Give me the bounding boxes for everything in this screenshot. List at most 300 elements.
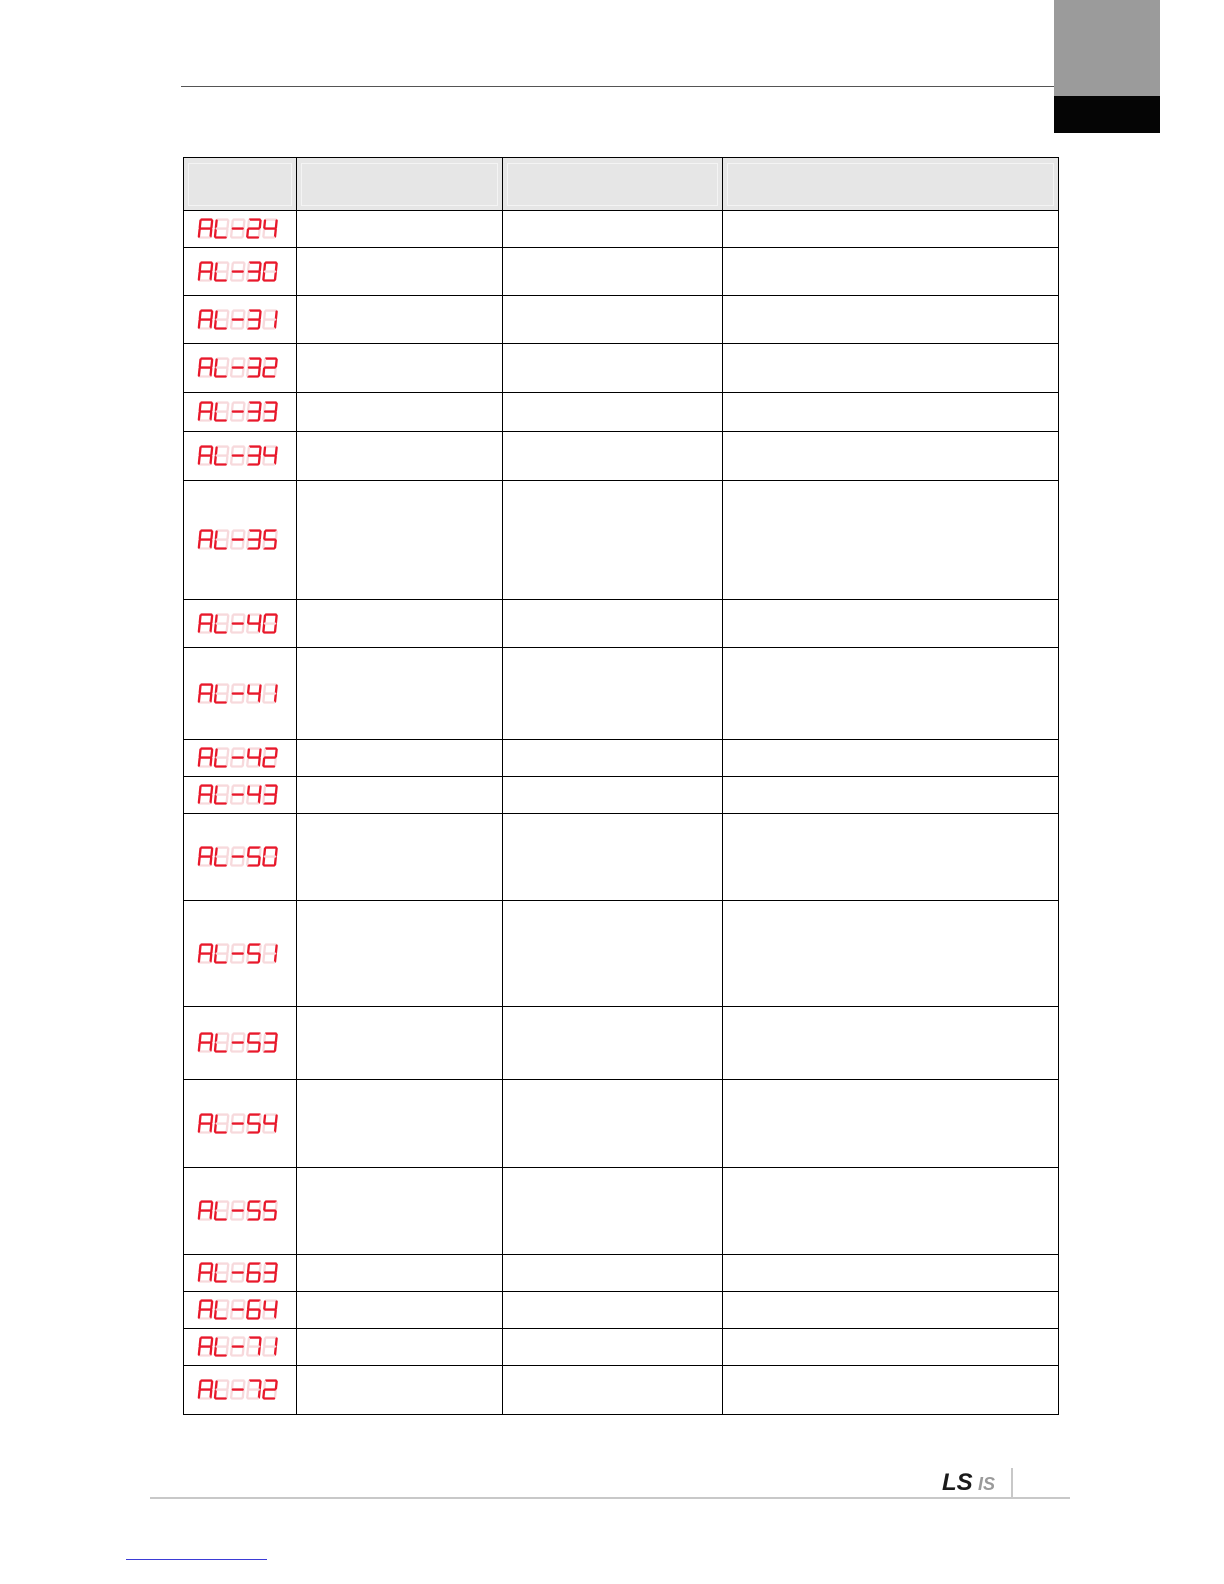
alarm-name-cell [297,600,503,648]
seven-segment-display [197,1376,283,1404]
segment-c [243,1043,244,1050]
segment-digit [231,220,244,238]
segment-c [259,540,260,547]
segment-digit [215,1301,228,1319]
segment-f [264,1202,265,1209]
table-row [184,248,1059,296]
segment-c [243,229,244,236]
alarm-remedy-cell [723,432,1059,481]
segment-e [231,412,232,419]
segment-e [263,368,264,375]
segment-digit [231,1034,244,1052]
alarm-cause-cell [503,211,723,248]
alarm-code-cell [184,1329,297,1366]
segment-b [244,263,245,270]
alarm-cause-cell [503,777,723,814]
segment-b [260,749,261,756]
table-row [184,344,1059,393]
segment-f [200,848,201,855]
segment-e [231,1390,232,1397]
segment-e [199,624,200,631]
segment-b [228,848,229,855]
alarm-name-cell [297,777,503,814]
segment-digit [199,944,212,962]
segment-c [211,1390,212,1397]
segment-f [264,1338,265,1345]
segment-c [243,1390,244,1397]
segment-b [244,359,245,366]
segment-e [199,320,200,327]
segment-e [247,1124,248,1131]
segment-e [231,1211,232,1218]
segment-f [232,749,233,756]
segment-c [259,624,260,631]
segment-b [276,1264,277,1271]
segment-b [211,263,212,270]
alarm-name-cell [297,1366,503,1415]
segment-f [264,749,265,756]
segment-digit [199,447,212,465]
segment-b [244,1115,245,1122]
segment-e [199,857,200,864]
segment-b [228,403,229,410]
alarm-code-cell [184,344,297,393]
segment-e [263,758,264,765]
segment-c [243,456,244,463]
segment-f [248,1381,249,1388]
alarm-code-cell [184,432,297,481]
segment-f [200,1264,201,1271]
segment-e [231,456,232,463]
alarm-code-cell [184,1080,297,1168]
segment-digit [231,262,244,280]
alarm-cause-cell [503,901,723,1007]
segment-c [227,272,228,279]
segment-digit [247,1381,260,1399]
segment-b [260,848,261,855]
segment-f [264,220,265,227]
segment-digit [199,1381,212,1399]
segment-digit [263,1114,276,1132]
segment-c [227,540,228,547]
seven-segment-display [197,258,283,286]
segment-b [260,263,261,270]
segment-b [211,220,212,227]
segment-b [276,615,277,622]
segment-digit [247,944,260,962]
segment-b [211,749,212,756]
segment-c [211,1273,212,1280]
segment-e [263,694,264,701]
segment-f [264,786,265,793]
segment-b [211,1301,212,1308]
alarm-remedy-cell [723,814,1059,901]
header-rule [181,86,1054,87]
alarm-name-cell [297,648,503,740]
segment-e [247,954,248,961]
segment-f [248,1202,249,1209]
seven-segment-display [197,843,283,871]
seven-segment-display [197,215,283,243]
segment-digit [215,848,228,866]
segment-f [264,263,265,270]
segment-digit [199,614,212,632]
segment-c [243,540,244,547]
segment-c [259,1124,260,1131]
header-cell-code [184,158,297,211]
segment-c [275,694,276,701]
footer-rule [150,1497,1070,1499]
segment-c [211,694,212,701]
segment-b [211,615,212,622]
alarm-name-cell [297,211,503,248]
segment-f [200,1338,201,1345]
segment-c [227,320,228,327]
alarm-code-cell [184,1255,297,1292]
segment-f [200,786,201,793]
segment-f [200,311,201,318]
segment-e [247,1211,248,1218]
alarm-remedy-cell [723,211,1059,248]
segment-e [215,1347,216,1354]
alarm-cause-cell [503,1366,723,1415]
segment-digit [215,359,228,377]
segment-e [215,954,216,961]
alarm-code-cell [184,777,297,814]
segment-e [263,1043,264,1050]
segment-c [259,1347,260,1354]
segment-b [260,359,261,366]
segment-digit [231,786,244,804]
alarm-name-cell [297,393,503,432]
segment-c [259,1310,260,1317]
alarm-remedy-cell [723,740,1059,777]
segment-digit [247,403,260,421]
segment-f [264,848,265,855]
segment-digit [215,786,228,804]
segment-e [247,624,248,631]
segment-e [199,368,200,375]
segment-digit [263,786,276,804]
segment-f [248,786,249,793]
alarm-cause-cell [503,393,723,432]
alarm-name-cell [297,432,503,481]
seven-segment-display [197,1259,283,1287]
segment-f [232,1338,233,1345]
alarm-cause-cell [503,1007,723,1080]
alarm-remedy-cell [723,901,1059,1007]
segment-b [276,403,277,410]
segment-c [243,857,244,864]
seven-segment-display [197,1110,283,1138]
segment-e [231,758,232,765]
segment-digit [199,1202,212,1220]
segment-b [228,1264,229,1271]
segment-digit [215,531,228,549]
table-row [184,432,1059,481]
segment-c [211,624,212,631]
segment-c [211,954,212,961]
segment-c [243,1211,244,1218]
segment-b [211,786,212,793]
segment-b [260,1264,261,1271]
segment-e [199,954,200,961]
alarm-remedy-cell [723,1007,1059,1080]
segment-c [211,1124,212,1131]
segment-f [216,403,217,410]
segment-c [227,1347,228,1354]
alarm-remedy-cell [723,1366,1059,1415]
segment-e [247,694,248,701]
segment-e [215,624,216,631]
segment-f [232,1202,233,1209]
alarm-name-cell [297,1007,503,1080]
segment-digit [263,1202,276,1220]
table-header-row [184,158,1059,211]
segment-c [243,1310,244,1317]
segment-c [275,1124,276,1131]
segment-c [227,857,228,864]
segment-f [200,1034,201,1041]
segment-digit [263,531,276,549]
alarm-code-cell [184,740,297,777]
segment-f [248,531,249,538]
segment-e [247,1310,248,1317]
segment-c [243,954,244,961]
segment-e [247,229,248,236]
segment-f [264,359,265,366]
segment-f [232,220,233,227]
segment-digit [199,1264,212,1282]
segment-digit [231,944,244,962]
segment-b [260,1301,261,1308]
segment-f [216,749,217,756]
seven-segment-display [197,1029,283,1057]
seven-segment-display [197,1197,283,1225]
segment-c [275,412,276,419]
segment-b [260,447,261,454]
segment-b [228,311,229,318]
alarm-name-cell [297,1329,503,1366]
segment-c [211,1347,212,1354]
alarm-remedy-cell [723,1168,1059,1255]
segment-b [260,786,261,793]
segment-digit [231,1301,244,1319]
segment-b [244,1381,245,1388]
segment-digit [247,848,260,866]
segment-e [215,795,216,802]
segment-e [263,857,264,864]
segment-f [248,685,249,692]
segment-f [232,1115,233,1122]
segment-e [263,1211,264,1218]
segment-e [263,412,264,419]
segment-c [211,758,212,765]
alarm-cause-cell [503,1080,723,1168]
segment-f [216,1338,217,1345]
segment-c [227,456,228,463]
segment-digit [199,310,212,328]
seven-segment-display [197,306,283,334]
alarm-cause-cell [503,1168,723,1255]
segment-b [260,615,261,622]
table-row [184,481,1059,600]
segment-b [244,848,245,855]
segment-f [216,311,217,318]
segment-c [275,1273,276,1280]
segment-b [211,945,212,952]
segment-digit [231,359,244,377]
segment-f [232,263,233,270]
alarm-cause-cell [503,1255,723,1292]
segment-digit [263,403,276,421]
segment-f [248,359,249,366]
segment-digit [263,1301,276,1319]
segment-b [260,1338,261,1345]
segment-b [228,1115,229,1122]
segment-b [211,359,212,366]
segment-c [275,456,276,463]
segment-b [211,1338,212,1345]
segment-f [216,447,217,454]
segment-e [215,320,216,327]
segment-e [215,368,216,375]
segment-e [199,1390,200,1397]
seven-segment-display [197,781,283,809]
segment-b [211,1381,212,1388]
segment-f [248,848,249,855]
seven-segment-display [197,610,283,638]
segment-e [263,795,264,802]
segment-e [247,758,248,765]
segment-e [215,1124,216,1131]
alarm-remedy-cell [723,393,1059,432]
segment-b [276,1381,277,1388]
segment-e [247,272,248,279]
segment-c [211,857,212,864]
segment-b [244,749,245,756]
segment-f [264,1115,265,1122]
segment-f [232,403,233,410]
segment-digit [263,1034,276,1052]
segment-f [264,403,265,410]
segment-e [231,320,232,327]
segment-digit [231,614,244,632]
segment-f [248,1115,249,1122]
segment-b [228,1338,229,1345]
segment-b [276,531,277,538]
segment-b [244,1301,245,1308]
segment-digit [215,403,228,421]
segment-b [228,1301,229,1308]
segment-digit [247,447,260,465]
segment-c [211,540,212,547]
segment-f [216,1034,217,1041]
segment-c [259,229,260,236]
alarm-remedy-cell [723,248,1059,296]
alarm-remedy-cell [723,600,1059,648]
segment-e [215,1043,216,1050]
alarm-code-cell [184,481,297,600]
segment-b [276,263,277,270]
alarm-code-cell [184,1292,297,1329]
alarm-name-cell [297,1255,503,1292]
segment-digit [263,262,276,280]
segment-c [243,795,244,802]
seven-segment-display [197,354,283,382]
alarm-code-cell [184,1366,297,1415]
header-cell-remedy [723,158,1059,211]
segment-c [227,1211,228,1218]
segment-e [231,540,232,547]
table-row [184,1168,1059,1255]
segment-digit [199,1338,212,1356]
seven-segment-display [197,398,283,426]
segment-e [199,456,200,463]
segment-digit [263,1338,276,1356]
segment-b [276,311,277,318]
segment-e [199,1347,200,1354]
segment-digit [263,1264,276,1282]
segment-e [247,540,248,547]
segment-c [275,954,276,961]
segment-c [259,795,260,802]
alarm-cause-cell [503,296,723,344]
segment-e [231,954,232,961]
segment-f [200,403,201,410]
segment-b [228,447,229,454]
segment-c [259,694,260,701]
table-row [184,1366,1059,1415]
segment-b [260,531,261,538]
segment-f [200,531,201,538]
segment-digit [247,262,260,280]
segment-e [199,795,200,802]
segment-f [216,359,217,366]
segment-f [248,945,249,952]
segment-b [276,848,277,855]
segment-e [247,857,248,864]
alarm-name-cell [297,248,503,296]
segment-digit [231,1338,244,1356]
segment-f [216,848,217,855]
segment-digit [247,1301,260,1319]
segment-f [264,685,265,692]
segment-b [211,848,212,855]
segment-c [227,412,228,419]
segment-c [259,1273,260,1280]
segment-f [248,1034,249,1041]
segment-digit [215,1338,228,1356]
segment-f [216,1202,217,1209]
segment-c [259,1390,260,1397]
segment-b [228,1202,229,1209]
table-row [184,600,1059,648]
segment-c [243,694,244,701]
segment-digit [231,1114,244,1132]
alarm-cause-cell [503,814,723,901]
segment-e [199,1273,200,1280]
alarm-code-cell [184,211,297,248]
segment-c [243,320,244,327]
alarm-code-cell [184,600,297,648]
segment-b [244,1202,245,1209]
segment-b [276,359,277,366]
segment-b [260,1034,261,1041]
alarm-remedy-cell [723,296,1059,344]
segment-b [276,1202,277,1209]
alarm-code-cell [184,296,297,344]
